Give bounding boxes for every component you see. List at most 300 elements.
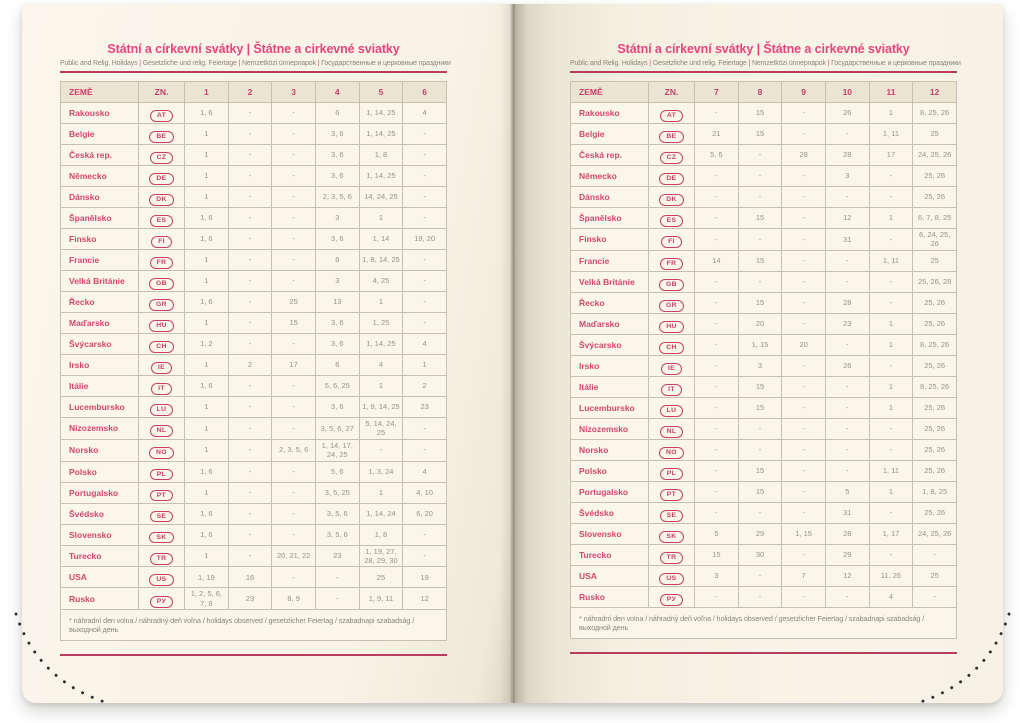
holiday-cell: -	[825, 250, 869, 271]
holiday-cell: 1, 3, 24	[359, 461, 403, 482]
holiday-cell: 23	[228, 588, 272, 610]
country-code-badge: PL	[150, 469, 174, 481]
holiday-cell: -	[272, 145, 316, 166]
country-name: Švýcarsko	[571, 334, 649, 355]
holiday-cell: 1	[403, 355, 447, 376]
holiday-cell: 15	[738, 481, 782, 502]
country-name: Řecko	[61, 292, 139, 313]
country-code-badge: FI	[661, 236, 682, 248]
holiday-cell: -	[228, 545, 272, 567]
holiday-cell: -	[695, 355, 739, 376]
holiday-cell: -	[782, 544, 826, 565]
country-code-cell	[649, 565, 695, 586]
holiday-cell: -	[403, 545, 447, 567]
table-row	[61, 503, 447, 524]
country-code-badge: РУ	[150, 596, 173, 608]
holiday-cell: -	[913, 544, 957, 565]
holiday-cell: 2, 3, 5, 6	[315, 187, 359, 208]
holiday-cell: 25	[359, 567, 403, 588]
holiday-cell: 25, 26	[913, 397, 957, 418]
holiday-cell: 25, 26	[913, 355, 957, 376]
holiday-cell: -	[403, 292, 447, 313]
table-row	[571, 166, 957, 187]
table-row	[571, 208, 957, 229]
country-name: Nizozemsko	[61, 418, 139, 440]
table-row	[61, 334, 447, 355]
holiday-cell: -	[272, 524, 316, 545]
holiday-cell: -	[782, 418, 826, 439]
holiday-cell: 1	[185, 439, 229, 461]
holiday-cell: 3	[695, 565, 739, 586]
holiday-cell: 1, 6	[185, 208, 229, 229]
table-row	[571, 439, 957, 460]
month-column-header: 10	[825, 82, 869, 103]
holiday-cell: 1, 6	[185, 524, 229, 545]
page-title: Státní a církevní svátky | Štátne a cirkevné sviatky	[107, 42, 400, 56]
table-row	[61, 124, 447, 145]
country-code-badge: FI	[151, 236, 172, 248]
holiday-cell: -	[869, 229, 913, 251]
country-code-badge: ES	[150, 215, 174, 227]
holiday-cell: 1, 14, 25	[359, 124, 403, 145]
holiday-cell: 3, 5, 25	[315, 482, 359, 503]
table-row	[61, 588, 447, 610]
holiday-cell: -	[869, 418, 913, 439]
country-name: Itálie	[61, 376, 139, 397]
country-code-cell	[139, 418, 185, 440]
holiday-cell: 1, 19	[185, 567, 229, 588]
holiday-cell: 12	[403, 588, 447, 610]
holiday-cell: 25	[913, 124, 957, 145]
holiday-cell: 26	[825, 103, 869, 124]
holiday-cell: -	[272, 229, 316, 250]
holiday-cell: 31	[825, 502, 869, 523]
country-code-cell	[139, 503, 185, 524]
country-code-badge: HU	[149, 320, 174, 332]
holiday-cell: 6, 7, 8, 25	[913, 208, 957, 229]
country-name: Francie	[61, 250, 139, 271]
holiday-cell: 1, 2	[185, 334, 229, 355]
holiday-cell: 1	[185, 355, 229, 376]
country-code-cell	[649, 208, 695, 229]
code-column-header: ZN.	[139, 82, 185, 103]
country-code-cell	[139, 250, 185, 271]
holiday-cell: 3, 6	[315, 334, 359, 355]
country-name: Česká rep.	[61, 145, 139, 166]
holiday-cell: -	[403, 439, 447, 461]
country-code-badge: CZ	[660, 152, 684, 164]
country-code-badge: ES	[660, 215, 684, 227]
country-code-cell	[139, 313, 185, 334]
holiday-cell: -	[869, 271, 913, 292]
country-code-cell	[649, 334, 695, 355]
holiday-cell: 16	[228, 567, 272, 588]
holiday-cell: -	[272, 208, 316, 229]
holiday-cell: 5	[695, 523, 739, 544]
holiday-cell: -	[825, 187, 869, 208]
country-name: Slovensko	[571, 523, 649, 544]
holiday-cell: 1, 8, 25	[913, 481, 957, 502]
country-name: Francie	[571, 250, 649, 271]
perforation-dots-icon	[11, 610, 126, 715]
country-code-cell	[649, 586, 695, 607]
holiday-cell: 8, 25, 26	[913, 334, 957, 355]
holiday-cell: -	[695, 397, 739, 418]
table-row	[61, 271, 447, 292]
holiday-cell: 25, 26	[913, 292, 957, 313]
subtitle-part: Public and Relig. Holidays	[570, 60, 648, 67]
country-code-cell	[649, 376, 695, 397]
holiday-cell: 1	[869, 103, 913, 124]
holiday-cell: -	[695, 586, 739, 607]
month-column-header: 4	[315, 82, 359, 103]
holiday-cell: 8, 9	[272, 588, 316, 610]
top-rule	[570, 71, 957, 73]
country-code-badge: FR	[660, 258, 684, 270]
footnote: * náhradní den volna / náhradný deň voľna / holidays observed / gesetzlicher Feiertag / szabadnapi szabadság / выходной день	[61, 610, 447, 641]
country-code-cell	[139, 376, 185, 397]
holiday-cell: 28	[825, 292, 869, 313]
country-name: Německo	[571, 166, 649, 187]
country-name: USA	[61, 567, 139, 588]
holiday-cell: 15	[738, 397, 782, 418]
country-name: Maďarsko	[571, 313, 649, 334]
holidays-table-months-1-6	[60, 81, 447, 641]
country-name: Švýcarsko	[61, 334, 139, 355]
holiday-cell: -	[782, 124, 826, 145]
country-name: Španělsko	[571, 208, 649, 229]
holiday-cell: 25	[913, 565, 957, 586]
country-code-badge: GB	[659, 279, 684, 291]
country-code-cell	[649, 397, 695, 418]
holiday-cell: -	[738, 187, 782, 208]
country-code-cell	[649, 355, 695, 376]
page-subtitle	[570, 60, 961, 67]
holiday-cell: 1	[185, 250, 229, 271]
country-name: Německo	[61, 166, 139, 187]
country-name: Belgie	[61, 124, 139, 145]
table-row	[61, 482, 447, 503]
holiday-cell: 25	[913, 250, 957, 271]
country-name: Švédsko	[61, 503, 139, 524]
holiday-cell: 6	[315, 355, 359, 376]
country-code-badge: PT	[660, 489, 684, 501]
holiday-cell: -	[272, 376, 316, 397]
holiday-cell: 25, 26	[913, 166, 957, 187]
holiday-cell: 1	[185, 397, 229, 418]
subtitle-part: Public and Relig. Holidays	[60, 60, 138, 67]
holiday-cell: 1	[185, 124, 229, 145]
holiday-cell: -	[825, 439, 869, 460]
holiday-cell: -	[695, 439, 739, 460]
holiday-cell: -	[403, 166, 447, 187]
table-row	[571, 523, 957, 544]
country-code-badge: IT	[661, 384, 682, 396]
month-column-header: 5	[359, 82, 403, 103]
country-code-badge: DK	[149, 194, 174, 206]
country-name: Švédsko	[571, 502, 649, 523]
month-column-header: 12	[913, 82, 957, 103]
holiday-cell: 4, 10	[403, 482, 447, 503]
holiday-cell: 1	[185, 145, 229, 166]
country-code-cell	[139, 103, 185, 124]
holiday-cell: 1, 15	[782, 523, 826, 544]
country-code-badge: NL	[660, 426, 684, 438]
country-code-cell	[139, 166, 185, 187]
country-name: Slovensko	[61, 524, 139, 545]
month-column-header: 2	[228, 82, 272, 103]
holiday-cell: 15	[738, 376, 782, 397]
holiday-cell: 1, 2, 5, 6, 7, 8	[185, 588, 229, 610]
holiday-cell: -	[869, 502, 913, 523]
holiday-cell: -	[782, 376, 826, 397]
holiday-cell: 23	[825, 313, 869, 334]
holiday-cell: 2	[228, 355, 272, 376]
holiday-cell: 15	[738, 208, 782, 229]
holiday-cell: 20	[738, 313, 782, 334]
holiday-cell: -	[825, 271, 869, 292]
holiday-cell: 3	[738, 355, 782, 376]
holiday-cell: 5, 14, 24, 25	[359, 418, 403, 440]
holiday-cell: -	[403, 124, 447, 145]
holiday-cell: 20, 21, 22	[272, 545, 316, 567]
book-spine	[499, 4, 527, 703]
holiday-cell: 2, 3, 5, 6	[272, 439, 316, 461]
country-code-badge: NO	[659, 447, 684, 459]
holiday-cell: -	[695, 292, 739, 313]
table-row	[61, 292, 447, 313]
holiday-cell: 11, 26	[869, 565, 913, 586]
country-code-cell	[139, 397, 185, 418]
holiday-cell: -	[695, 418, 739, 439]
holiday-cell: 1, 9, 14, 25	[359, 397, 403, 418]
holiday-cell: 1	[185, 482, 229, 503]
holiday-cell: 25, 26	[913, 502, 957, 523]
table-row	[61, 545, 447, 567]
holiday-cell: 1, 14, 25	[359, 103, 403, 124]
holiday-cell: -	[695, 376, 739, 397]
holiday-cell: 3, 6	[315, 397, 359, 418]
holiday-cell: 15	[738, 103, 782, 124]
holiday-cell: -	[782, 481, 826, 502]
table-row	[571, 313, 957, 334]
holiday-cell: -	[315, 567, 359, 588]
holiday-cell: 3, 5, 6	[315, 503, 359, 524]
holiday-cell: -	[782, 292, 826, 313]
holiday-cell: 1, 11	[869, 124, 913, 145]
holiday-cell: -	[272, 334, 316, 355]
holiday-cell: -	[695, 166, 739, 187]
country-name: Maďarsko	[61, 313, 139, 334]
table-row	[61, 145, 447, 166]
holiday-cell: -	[695, 187, 739, 208]
holiday-cell: -	[738, 502, 782, 523]
holiday-cell: 1	[185, 271, 229, 292]
country-name: Rakousko	[571, 103, 649, 124]
holiday-cell: -	[782, 397, 826, 418]
month-column-header: 9	[782, 82, 826, 103]
month-column-header: 3	[272, 82, 316, 103]
holiday-cell: -	[782, 502, 826, 523]
holiday-cell: 14	[695, 250, 739, 271]
holiday-cell: 1, 8	[359, 524, 403, 545]
table-row	[571, 229, 957, 251]
holiday-cell: -	[869, 544, 913, 565]
holiday-cell: -	[913, 586, 957, 607]
holiday-cell: -	[869, 292, 913, 313]
table-row	[61, 397, 447, 418]
table-row	[571, 397, 957, 418]
holidays-table-months-7-12	[570, 81, 957, 639]
holiday-cell: 3, 6	[315, 313, 359, 334]
holiday-cell: 25, 26	[913, 460, 957, 481]
country-code-badge: TR	[660, 552, 684, 564]
holiday-cell: 19, 20	[403, 229, 447, 250]
country-code-badge: DE	[149, 173, 173, 185]
holiday-cell: -	[695, 271, 739, 292]
holiday-cell: 25	[272, 292, 316, 313]
table-row	[571, 355, 957, 376]
holiday-cell: -	[738, 145, 782, 166]
holiday-cell: 1	[869, 376, 913, 397]
holiday-cell: -	[695, 460, 739, 481]
country-name: Portugalsko	[571, 481, 649, 502]
country-name: Rusko	[61, 588, 139, 610]
country-code-badge: CH	[149, 341, 174, 353]
country-name: Irsko	[571, 355, 649, 376]
country-code-badge: IE	[661, 363, 682, 375]
holiday-cell: 1, 11	[869, 250, 913, 271]
table-row	[61, 313, 447, 334]
subtitle-separator: |	[315, 60, 322, 67]
country-code-cell	[649, 460, 695, 481]
table-row	[571, 460, 957, 481]
holiday-cell: 23	[403, 397, 447, 418]
holiday-cell: 15	[738, 460, 782, 481]
holiday-cell: -	[272, 187, 316, 208]
holiday-cell: 1	[359, 376, 403, 397]
subtitle-part: Gesetzliche und relig. Feiertage	[142, 60, 237, 67]
top-rule	[60, 71, 447, 73]
holiday-cell: 17	[869, 145, 913, 166]
holiday-cell: -	[272, 418, 316, 440]
holiday-cell: -	[403, 271, 447, 292]
holiday-cell: 3, 6	[315, 124, 359, 145]
holiday-cell: -	[738, 271, 782, 292]
holiday-cell: 3, 6	[315, 229, 359, 250]
holiday-cell: -	[738, 586, 782, 607]
footnote: * náhradní den volna / náhradný deň voľna / holidays observed / gesetzlicher Feiertag / szabadnapi szabadság / выходной день	[571, 607, 957, 638]
holiday-cell: 1, 15	[738, 334, 782, 355]
country-name: Finsko	[571, 229, 649, 251]
holiday-cell: -	[782, 229, 826, 251]
holiday-cell: 25, 26	[913, 418, 957, 439]
holiday-cell: 1, 6	[185, 503, 229, 524]
table-row	[571, 376, 957, 397]
subtitle-separator: |	[647, 60, 653, 67]
holiday-cell: -	[782, 208, 826, 229]
holiday-cell: 5, 6, 25	[315, 376, 359, 397]
country-code-cell	[139, 271, 185, 292]
page-right	[513, 4, 1003, 703]
holiday-cell: 1, 6	[185, 103, 229, 124]
holiday-cell: 4	[403, 103, 447, 124]
holiday-cell: -	[272, 166, 316, 187]
holiday-cell: 3, 6	[315, 145, 359, 166]
country-name: Norsko	[61, 439, 139, 461]
holiday-cell: 1	[869, 481, 913, 502]
holiday-cell: -	[228, 397, 272, 418]
country-code-cell	[649, 124, 695, 145]
holiday-cell: 3, 5, 6	[315, 524, 359, 545]
country-code-badge: РУ	[660, 594, 683, 606]
holiday-cell: 1, 19, 27, 28, 29, 30	[359, 545, 403, 567]
country-code-cell	[139, 187, 185, 208]
month-column-header: 11	[869, 82, 913, 103]
holiday-cell: 4, 25	[359, 271, 403, 292]
country-code-cell	[139, 145, 185, 166]
country-code-badge: FR	[150, 257, 174, 269]
country-code-cell	[649, 145, 695, 166]
holiday-cell: -	[228, 524, 272, 545]
holiday-cell: 1	[185, 545, 229, 567]
holiday-cell: 8, 25, 26	[913, 376, 957, 397]
country-code-badge: DE	[659, 173, 683, 185]
table-row	[571, 418, 957, 439]
holiday-cell: 3, 5, 6, 27	[315, 418, 359, 440]
country-code-badge: SK	[659, 531, 683, 543]
country-name: Rusko	[571, 586, 649, 607]
holiday-cell: 5	[825, 481, 869, 502]
country-code-cell	[649, 292, 695, 313]
holiday-cell: 14, 24, 25	[359, 187, 403, 208]
table-row	[571, 292, 957, 313]
holiday-cell: -	[782, 187, 826, 208]
holiday-cell: 31	[825, 229, 869, 251]
country-code-cell	[649, 103, 695, 124]
table-row	[61, 524, 447, 545]
month-column-header: 6	[403, 82, 447, 103]
holiday-cell: 20	[782, 334, 826, 355]
holiday-cell: -	[869, 439, 913, 460]
holiday-cell: -	[315, 588, 359, 610]
page-left-content	[60, 4, 451, 656]
diary-spread	[22, 4, 1003, 703]
holiday-cell: 1, 14, 17, 24, 25	[315, 439, 359, 461]
subtitle-separator: |	[236, 60, 242, 67]
country-name: Česká rep.	[571, 145, 649, 166]
table-row	[61, 567, 447, 588]
country-code-cell	[139, 588, 185, 610]
country-name: Turecko	[61, 545, 139, 567]
subtitle-part: Nemzetközi ünnepnapok	[751, 60, 826, 67]
holiday-cell: 15	[738, 292, 782, 313]
country-code-badge: US	[149, 574, 173, 586]
country-name: Řecko	[571, 292, 649, 313]
holiday-cell: -	[272, 397, 316, 418]
country-name: Dánsko	[571, 187, 649, 208]
subtitle-separator: |	[137, 60, 143, 67]
perforation-dots-icon	[899, 610, 1014, 715]
holiday-cell: -	[825, 376, 869, 397]
holiday-cell: 3	[315, 208, 359, 229]
holiday-cell: 1, 6	[185, 229, 229, 250]
country-code-badge: LU	[660, 405, 684, 417]
country-name: Finsko	[61, 229, 139, 250]
country-name: Velká Británie	[61, 271, 139, 292]
holiday-cell: -	[738, 166, 782, 187]
holiday-cell: 4	[869, 586, 913, 607]
